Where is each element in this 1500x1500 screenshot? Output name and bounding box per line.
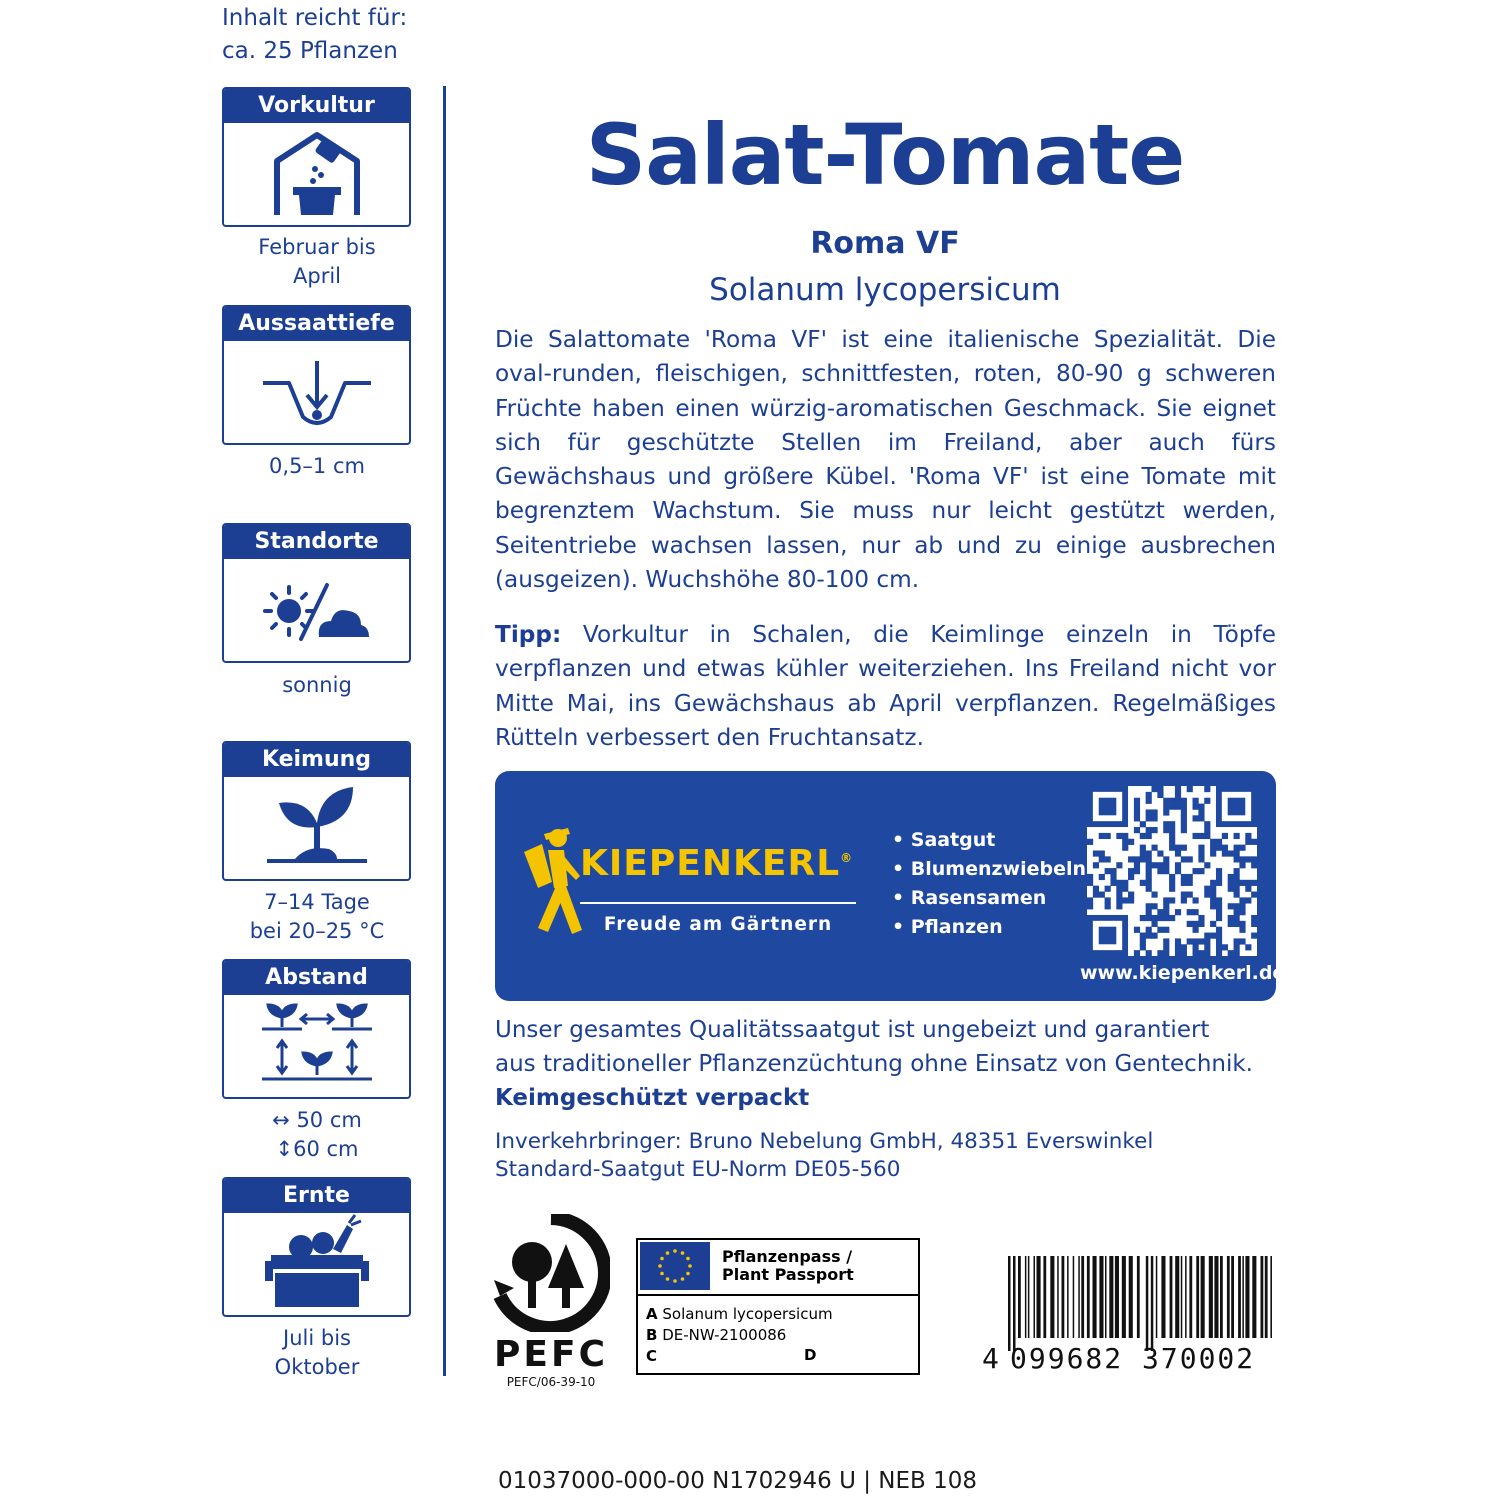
qr-code-icon[interactable] — [1087, 786, 1257, 956]
location-title: Standorte — [224, 525, 409, 559]
pre-culture-cap-1: Februar bis — [258, 235, 376, 259]
passport-b-key: B — [646, 1326, 658, 1344]
ean-barcode — [982, 1256, 1272, 1376]
contents-line-1: Inhalt reicht für: — [222, 5, 408, 31]
sun-cloud-icon — [257, 559, 377, 659]
product-title: Salat-Tomate — [585, 106, 1185, 204]
hiker-logo-icon — [518, 826, 584, 936]
bullet-item: • Saatgut — [892, 829, 996, 851]
location-caption — [212, 671, 422, 700]
plant-passport — [636, 1238, 920, 1375]
eu-flag-icon — [640, 1242, 710, 1290]
contents-line-2: ca. 25 Pflanzen — [222, 38, 398, 64]
harvest-title: Ernte — [224, 1179, 409, 1213]
harvest-caption — [212, 1324, 422, 1382]
greenhouse-sowing-icon — [257, 123, 377, 223]
pefc-tree-icon — [492, 1214, 610, 1332]
pre-culture-box — [222, 87, 411, 227]
product-description: Die Salattomate 'Roma VF' ist eine italienische Spezialität. Die oval-runden, fleischigen, schnittfesten, roten, 80-90 g schweren Früchte haben einen würzig-aromatischen Geschmack. Sie eignet sich für geschützte Stellen im Freiland, aber auch fürs Gewächshaus und größere Kübel. 'Roma VF' ist eine Tomate mit begrenztem Wachstum. Sie muss nur leicht gestützt werden, Seitentriebe wachsen lassen, nur ab und zu einige ausbrechen (ausgeizen). Wuchshöhe 80-100 cm. — [495, 326, 1276, 594]
germination-title: Keimung — [224, 743, 409, 777]
brand-divider — [580, 902, 856, 904]
product-latin-name: Solanum lycopersicum — [709, 272, 1061, 308]
bullet-item: • Blumenzwiebeln — [892, 858, 1087, 880]
brand-name — [580, 843, 853, 884]
barcode-digits-2: 099682 — [1010, 1342, 1124, 1375]
sowing-depth-box — [222, 305, 411, 445]
brand-slogan: Freude am Gärtnern — [603, 914, 833, 935]
bullet-item: • Pflanzen — [892, 916, 1003, 938]
harvest-cap-1: Juli bis — [283, 1326, 351, 1350]
barcode-digit-1: 4 — [982, 1342, 999, 1375]
horizontal-arrow-icon: ↔ — [272, 1108, 290, 1132]
pre-culture-title: Vorkultur — [224, 89, 409, 123]
website-link[interactable]: www.kiepenkerl.de — [1080, 962, 1286, 984]
sowing-depth-cap-1: 0,5–1 cm — [269, 454, 365, 478]
harvest-cap-2: Oktober — [274, 1355, 360, 1379]
germination-caption — [212, 888, 422, 946]
bullet-item: • Rasensamen — [892, 887, 1047, 909]
pefc-logo — [492, 1214, 610, 1389]
seedling-icon — [257, 777, 377, 877]
pefc-code: PEFC/06-39-10 — [506, 1375, 596, 1389]
location-box — [222, 523, 411, 663]
quality-line-2: aus traditioneller Pflanzenzüchtung ohne Einsatz von Gentechnik. — [495, 1051, 1253, 1077]
product-variety: Roma VF — [810, 226, 960, 261]
harvest-crate-icon — [257, 1213, 377, 1313]
passport-c-key: C — [646, 1347, 658, 1365]
spacing-box — [222, 959, 411, 1099]
passport-title-1: Pflanzenpass / — [722, 1247, 853, 1266]
spacing-cap-2: 60 cm — [293, 1137, 359, 1161]
brand-text: KIEPENKERL — [580, 843, 841, 884]
pre-culture-cap-2: April — [293, 264, 341, 288]
pre-culture-caption — [212, 233, 422, 291]
germination-cap-1: 7–14 Tage — [264, 890, 370, 914]
germination-box — [222, 741, 411, 881]
passport-a-key: A — [646, 1305, 658, 1323]
pefc-label: PEFC — [494, 1334, 608, 1375]
harvest-box — [222, 1177, 411, 1317]
contents-info — [222, 2, 407, 68]
spacing-title: Abstand — [224, 961, 409, 995]
barcode-bars — [982, 1256, 1272, 1351]
quality-line-1: Unser gesamtes Qualitätssaatgut ist ungebeizt und garantiert — [495, 1017, 1210, 1043]
tip-paragraph — [495, 618, 1276, 755]
tip-text: Vorkultur in Schalen, die Keimlinge einzeln in Töpfe verpflanzen und etwas kühler weiterziehen. Ins Freiland nicht vor Mitte Mai, ins Gewächshaus ab April verpflanzen. Regelmäßiges Rütteln verbessert den Fruchtansatz. — [495, 621, 1276, 751]
passport-a-value: Solanum lycopersicum — [662, 1305, 833, 1323]
barcode-digits-3: 370002 — [1142, 1342, 1256, 1375]
passport-b-value: DE-NW-2100086 — [662, 1326, 787, 1344]
quality-bold: Keimgeschützt verpackt — [495, 1085, 810, 1111]
footer-code: 01037000-000-00 N1702946 U | NEB 108 — [498, 1468, 978, 1494]
tip-label: Tipp: — [495, 621, 562, 648]
sowing-depth-caption — [212, 452, 422, 481]
spacing-caption — [212, 1106, 422, 1164]
sowing-depth-title: Aussaattiefe — [224, 307, 409, 341]
sowing-depth-icon — [257, 341, 377, 441]
passport-d-key: D — [804, 1346, 817, 1364]
germination-cap-2: bei 20–25 °C — [249, 919, 385, 943]
distributor-line-1: Inverkehrbringer: Bruno Nebelung GmbH, 48351 Everswinkel — [495, 1129, 1154, 1154]
divider-line — [443, 86, 446, 1376]
location-cap-1: sonnig — [282, 673, 352, 697]
vertical-arrow-icon: ↕ — [275, 1137, 294, 1161]
plant-spacing-icon — [252, 995, 382, 1095]
spacing-cap-1: 50 cm — [296, 1108, 362, 1132]
registered-mark: ® — [840, 851, 854, 865]
passport-title-2: Plant Passport — [722, 1265, 854, 1284]
distributor-line-2: Standard-Saatgut EU-Norm DE05-560 — [495, 1157, 901, 1182]
